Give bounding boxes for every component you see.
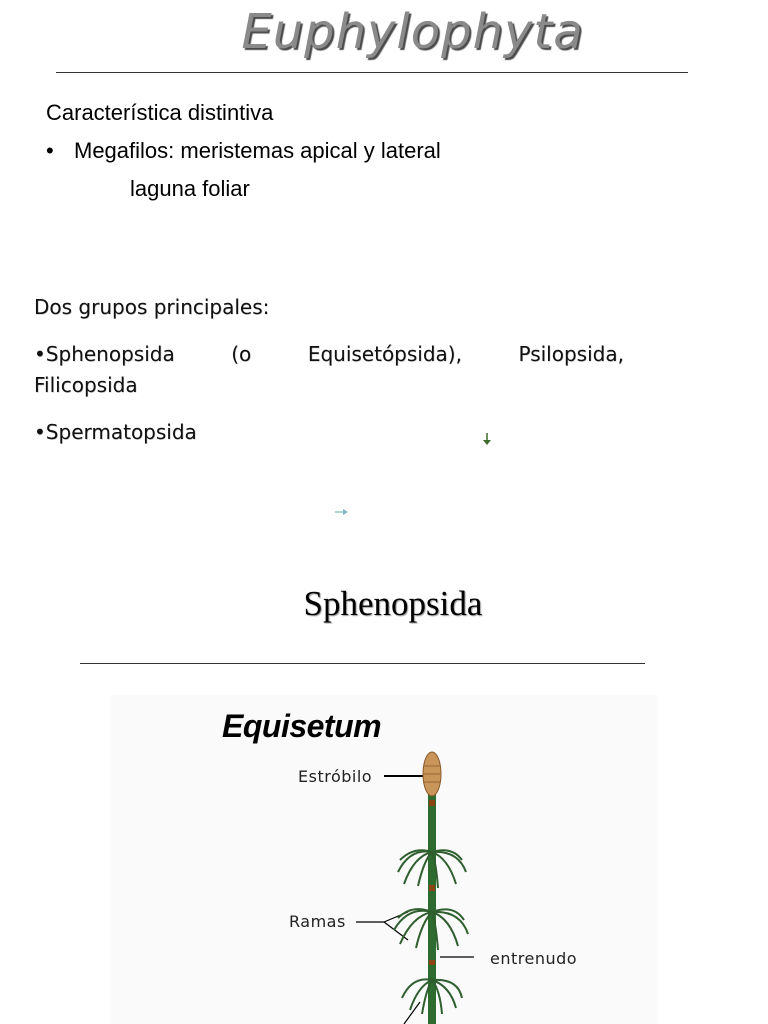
bullet-megafilos-text: Megafilos: meristemas apical y lateral bbox=[74, 138, 441, 163]
group1-word: Psilopsida, bbox=[518, 342, 624, 366]
node bbox=[429, 800, 435, 806]
label-ramas: Ramas bbox=[289, 912, 346, 931]
stem bbox=[428, 792, 436, 1024]
groups-heading: Dos grupos principales: bbox=[34, 295, 270, 319]
group-list-item-1-continuation: Filicopsida bbox=[34, 373, 138, 397]
group1-word: •Sphenopsida bbox=[34, 342, 175, 366]
label-entrenudo: entrenudo bbox=[490, 949, 578, 968]
group1-word: (o bbox=[231, 342, 252, 366]
node bbox=[429, 960, 435, 965]
distinctive-feature-heading: Característica distintiva bbox=[46, 100, 274, 125]
slide-title-sphenopsida: Sphenopsida bbox=[303, 584, 483, 623]
group-list-item-2: •Spermatopsida bbox=[34, 420, 197, 444]
group1-word: Equisetópsida), bbox=[307, 342, 462, 366]
slide-title-euphylophyta: Euphylophyta bbox=[241, 4, 584, 60]
leader-line-ramas-b bbox=[384, 922, 408, 940]
bullet-marker: • bbox=[46, 138, 54, 163]
node bbox=[429, 885, 435, 891]
bullet-megafilos-continuation: laguna foliar bbox=[130, 176, 250, 201]
label-estrobilo: Estróbilo bbox=[298, 767, 373, 786]
figure-title: Equisetum bbox=[222, 708, 382, 744]
